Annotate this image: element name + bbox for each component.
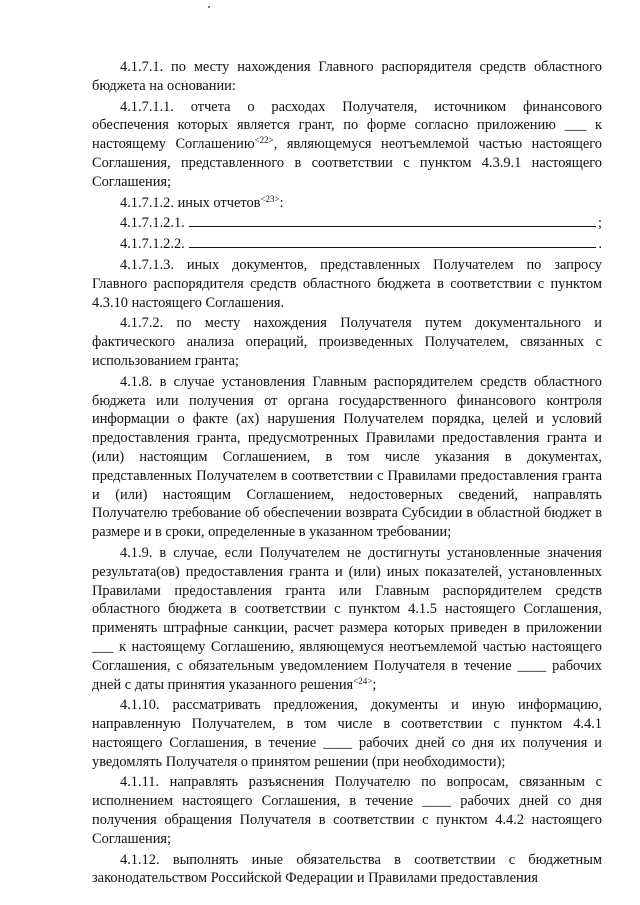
paragraph-4-1-9 bbox=[92, 544, 602, 694]
paragraph-text: 4.1.7.1.2. иных отчетов bbox=[120, 194, 261, 211]
footnote-ref-23: <23> bbox=[260, 193, 280, 204]
fill-in-line bbox=[189, 214, 596, 227]
line-label: 4.1.7.1.2.2. bbox=[120, 236, 185, 253]
paragraph-4-1-7-1-1 bbox=[92, 98, 602, 192]
paragraph-4-1-7-1-3: 4.1.7.1.3. иных документов, представленных Получателем по запросу Главного распорядителя средств областного бюджета в соответствии с пунктом 4.3.10 настоящего Соглашения. bbox=[92, 256, 602, 311]
fill-in-line bbox=[189, 235, 597, 248]
scan-speck bbox=[208, 6, 210, 8]
paragraph-text: , являющемуся неотъемлемой частью настоящего Соглашения, представленного в соответствии с пунктом 4.3.9.1 настоящего Соглашения; bbox=[92, 136, 602, 190]
footnote-ref-22: <22> bbox=[254, 135, 274, 146]
paragraph-4-1-11: 4.1.11. направлять разъяснения Получателю по вопросам, связанным с исполнением настоящего Соглашения, в течение ____ рабочих дней со дня получения обращения Получателя в соответствии с пунктом 4.4.2 настоящего Соглашения; bbox=[92, 774, 602, 847]
line-label: 4.1.7.1.2.1. bbox=[120, 215, 185, 232]
paragraph-4-1-8: 4.1.8. в случае установления Главным распорядителем средств областного бюджета или получения от органа государственного финансового контроля информации о факте (ах) нарушения Получателем порядка, целей и условий предоставления гранта, предусмотренных Правилами предоставления гранта и (или) настоящим Соглашением, в том числе указания в документах, представленных Получателем в соответствии с Правилами предоставления гранта и (или) настоящим Соглашением, недостоверных сведений, направлять Получателю требование об обеспечении возврата Субсидии в областной бюджет в размере и в сроки, определенные в указанном требовании; bbox=[92, 373, 602, 541]
line-end: ; bbox=[598, 215, 602, 232]
paragraph-4-1-12: 4.1.12. выполнять иные обязательства в соответствии с бюджетным законодательством Российской Федерации и Правилами предоставления bbox=[92, 851, 602, 887]
paragraph-4-1-7-1: 4.1.7.1. по месту нахождения Главного распорядителя средств областного бюджета на основании: bbox=[92, 59, 602, 94]
blank-line-4-1-7-1-2-1 bbox=[92, 214, 602, 233]
paragraph-4-1-7-2: 4.1.7.2. по месту нахождения Получателя путем документального и фактического анализа операций, произведенных Получателем, связанных с использованием гранта; bbox=[92, 315, 602, 369]
document-body bbox=[92, 58, 602, 888]
footnote-ref-24: <24> bbox=[353, 675, 373, 686]
paragraph-text: 4.1.9. в случае, если Получателем не достигнуты установленные значения результата(ов) предоставления гранта и (или) иных показателей, установленных Правилами предоставления гранта или Главным распорядителем средств областного бюджета в соответствии с пунктом 4.1.5 настоящего Соглашения, применять штрафные санкции, расчет размера которых приведен в приложении ___ к настоящему Соглашению, являющемуся неотъемлемой частью настоящего Соглашения, с обязательным уведомлением Получателя в течение ____ рабочих дней с даты принятия указанного решения bbox=[92, 544, 602, 693]
paragraph-4-1-10: 4.1.10. рассматривать предложения, документы и иную информацию, направленную Получателем, в том числе в соответствии с пунктом 4.4.1 настоящего Соглашения, в течение ____ рабочих дней со дня их получения и уведомлять Получателя о принятом решении (при необходимости); bbox=[92, 697, 602, 770]
paragraph-text: ; bbox=[372, 676, 377, 693]
paragraph-text: : bbox=[279, 194, 284, 211]
line-end: . bbox=[598, 236, 602, 253]
blank-line-4-1-7-1-2-2 bbox=[92, 235, 602, 254]
paragraph-4-1-7-1-2 bbox=[92, 194, 602, 213]
paragraph-text: 4.1.7.1.1. отчета о расходах Получателя, источником финансового обеспечения которых является грант, по форме согласно приложению ___ к настоящему Соглашению bbox=[92, 98, 602, 153]
